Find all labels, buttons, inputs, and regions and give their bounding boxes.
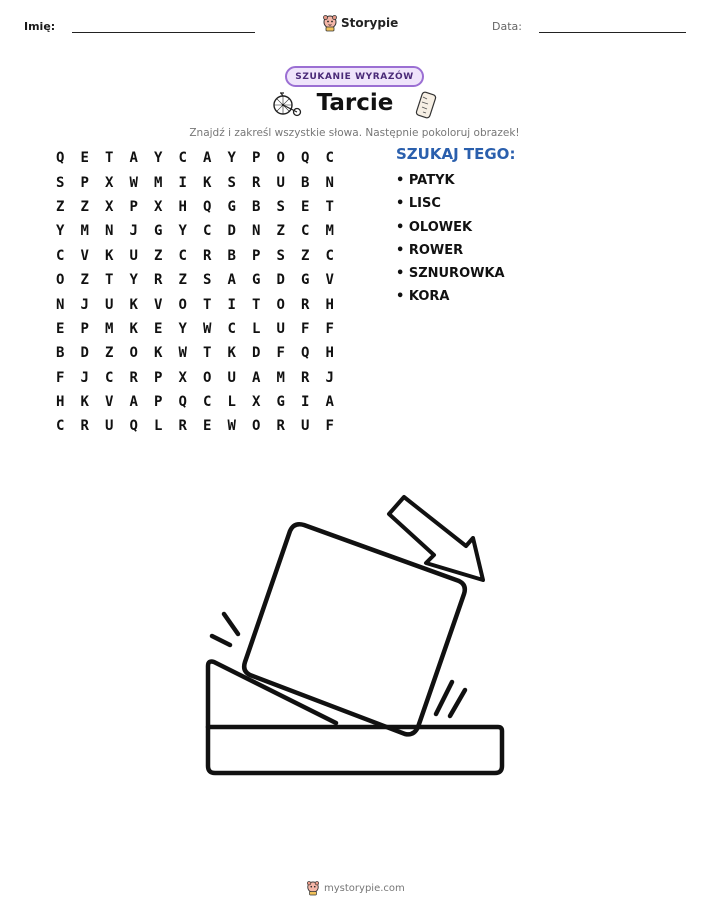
grid-letter[interactable]: W (203, 320, 212, 337)
grid-letter[interactable]: T (203, 296, 212, 313)
grid-letter[interactable]: Q (301, 150, 310, 167)
grid-letter[interactable]: N (325, 174, 334, 191)
word-list-title: SZUKAJ TEGO: (396, 145, 516, 163)
grid-letter[interactable]: O (129, 345, 138, 362)
grid-letter[interactable]: H (325, 296, 334, 313)
grid-letter[interactable]: B (227, 247, 236, 264)
grid-letter[interactable]: L (227, 394, 236, 411)
instructions: Znajdź i zakreśl wszystkie słowa. Następnie pokoloruj obrazek! (189, 127, 520, 139)
grid-letter[interactable]: K (129, 296, 138, 313)
grid-letter[interactable]: P (252, 247, 261, 264)
grid-letter[interactable]: O (203, 369, 212, 386)
grid-letter[interactable]: P (154, 394, 163, 411)
grid-letter[interactable]: W (178, 345, 187, 362)
grid-letter[interactable]: Q (203, 198, 212, 215)
grid-letter[interactable]: P (154, 369, 163, 386)
grid-letter[interactable]: Z (80, 198, 89, 215)
wood-log-icon (414, 90, 438, 120)
grid-letter[interactable]: O (252, 418, 261, 435)
grid-letter[interactable]: N (252, 223, 261, 240)
grid-letter[interactable]: T (325, 198, 334, 215)
grid-letter[interactable]: Q (129, 418, 138, 435)
grid-letter[interactable]: U (105, 418, 114, 435)
grid-letter[interactable]: M (105, 320, 114, 337)
grid-letter[interactable]: Y (227, 150, 236, 167)
grid-letter[interactable]: Y (178, 223, 187, 240)
grid-letter[interactable]: V (80, 247, 89, 264)
grid-letter[interactable]: G (227, 198, 236, 215)
grid-letter[interactable]: A (129, 150, 138, 167)
brand-name: Storypie (341, 16, 399, 30)
word-item: • ROWER (396, 242, 464, 258)
footer (306, 879, 405, 897)
grid-letter[interactable]: V (154, 296, 163, 313)
grid-letter[interactable]: Y (154, 150, 163, 167)
grid-letter[interactable]: U (301, 418, 310, 435)
grid-letter[interactable]: G (276, 394, 285, 411)
grid-letter[interactable]: C (227, 320, 236, 337)
footer-url[interactable]: mystorypie.com (324, 882, 405, 894)
bicycle-icon (272, 92, 302, 118)
grid-letter[interactable]: V (105, 394, 114, 411)
grid-letter[interactable]: S (276, 198, 285, 215)
grid-letter[interactable]: K (129, 320, 138, 337)
grid-letter[interactable]: Q (56, 150, 65, 167)
grid-letter[interactable]: N (56, 296, 65, 313)
grid-letter[interactable]: C (203, 223, 212, 240)
grid-letter[interactable]: J (80, 296, 89, 313)
grid-letter[interactable]: M (154, 174, 163, 191)
grid-letter[interactable]: C (301, 223, 310, 240)
grid-letter[interactable]: I (178, 174, 187, 191)
word-list (396, 171, 505, 311)
grid-letter[interactable]: S (276, 247, 285, 264)
grid-letter[interactable]: F (325, 418, 334, 435)
grid-letter[interactable]: A (325, 394, 334, 411)
grid-letter[interactable]: R (154, 272, 163, 289)
grid-letter[interactable]: H (325, 345, 334, 362)
grid-letter[interactable]: T (105, 150, 114, 167)
grid-letter[interactable]: C (178, 150, 187, 167)
grid-letter[interactable]: Z (105, 345, 114, 362)
grid-letter[interactable]: U (105, 296, 114, 313)
grid-letter[interactable]: Z (276, 223, 285, 240)
grid-letter[interactable]: C (56, 247, 65, 264)
grid-letter[interactable]: U (276, 174, 285, 191)
grid-letter[interactable]: Y (129, 272, 138, 289)
grid-letter[interactable]: S (56, 174, 65, 191)
grid-letter[interactable]: E (301, 198, 310, 215)
word-item: • PATYK (396, 173, 455, 188)
grid-letter[interactable]: Z (178, 272, 187, 289)
word-search-grid[interactable] (48, 146, 372, 439)
grid-letter[interactable]: X (105, 198, 114, 215)
grid-letter[interactable]: D (252, 345, 261, 362)
grid-letter[interactable]: I (301, 394, 310, 411)
grid-letter[interactable]: Y (56, 223, 65, 240)
grid-letter[interactable]: K (80, 394, 89, 411)
grid-letter[interactable]: T (105, 272, 114, 289)
name-line[interactable] (72, 32, 255, 33)
grid-letter[interactable]: O (178, 296, 187, 313)
grid-letter[interactable]: X (105, 174, 114, 191)
grid-letter[interactable]: A (203, 150, 212, 167)
grid-letter[interactable]: E (203, 418, 212, 435)
grid-letter[interactable]: T (203, 345, 212, 362)
grid-letter[interactable]: C (325, 150, 334, 167)
grid-letter[interactable]: F (325, 320, 334, 337)
grid-letter[interactable]: E (154, 320, 163, 337)
grid-letter[interactable]: H (56, 394, 65, 411)
grid-letter[interactable]: Q (178, 394, 187, 411)
grid-letter[interactable]: R (129, 369, 138, 386)
grid-letter[interactable]: E (56, 320, 65, 337)
grid-letter[interactable]: J (325, 369, 334, 386)
word-item: • OLOWEK (396, 219, 473, 235)
grid-letter[interactable]: P (80, 320, 89, 337)
grid-letter[interactable]: P (80, 174, 89, 191)
grid-letter[interactable]: K (154, 345, 163, 362)
grid-letter[interactable]: X (252, 394, 261, 411)
block-sliding-down-ramp-illustration[interactable] (200, 490, 510, 780)
grid-letter[interactable]: R (301, 296, 310, 313)
name-label: Imię: (24, 20, 56, 33)
grid-letter[interactable]: O (276, 150, 285, 167)
grid-letter[interactable]: Z (154, 247, 163, 264)
date-line[interactable] (539, 32, 686, 33)
grid-letter[interactable]: D (227, 223, 236, 240)
grid-letter[interactable]: K (203, 174, 212, 191)
grid-letter[interactable]: N (105, 223, 114, 240)
grid-letter[interactable]: E (80, 150, 89, 167)
grid-letter[interactable]: C (325, 247, 334, 264)
brand-logo (322, 12, 398, 34)
grid-letter[interactable]: P (129, 198, 138, 215)
grid-letter[interactable]: A (227, 272, 236, 289)
grid-letter[interactable]: Z (301, 247, 310, 264)
storypie-mascot-icon (322, 14, 338, 32)
grid-letter[interactable]: G (154, 223, 163, 240)
page-title: Tarcie (316, 90, 394, 116)
grid-letter[interactable]: U (227, 369, 236, 386)
grid-letter[interactable]: J (129, 223, 138, 240)
grid-letter[interactable]: C (203, 394, 212, 411)
grid-letter[interactable]: O (56, 272, 65, 289)
grid-letter[interactable]: A (129, 394, 138, 411)
word-item: • KORA (396, 289, 450, 305)
grid-letter[interactable]: U (276, 320, 285, 337)
grid-letter[interactable]: X (178, 369, 187, 386)
grid-letter[interactable]: R (301, 369, 310, 386)
grid-letter[interactable]: V (325, 272, 334, 289)
grid-letter[interactable]: K (105, 247, 114, 264)
word-item: • LISC (396, 196, 441, 212)
grid-letter[interactable]: Z (56, 198, 65, 215)
grid-letter[interactable]: T (252, 296, 261, 313)
grid-letter[interactable]: Z (80, 272, 89, 289)
grid-letter[interactable]: U (129, 247, 138, 264)
activity-badge: SZUKANIE WYRAZÓW (285, 66, 424, 87)
grid-letter[interactable]: C (178, 247, 187, 264)
grid-letter[interactable]: Y (178, 320, 187, 337)
grid-letter[interactable]: R (80, 418, 89, 435)
grid-letter[interactable]: C (105, 369, 114, 386)
grid-letter[interactable]: Q (301, 345, 310, 362)
grid-letter[interactable]: C (56, 418, 65, 435)
grid-letter[interactable]: M (80, 223, 89, 240)
grid-letter[interactable]: S (203, 272, 212, 289)
grid-letter[interactable]: O (276, 296, 285, 313)
date-label: Data: (492, 20, 522, 33)
grid-letter[interactable]: K (227, 345, 236, 362)
grid-letter[interactable]: S (227, 174, 236, 191)
grid-letter[interactable]: L (154, 418, 163, 435)
grid-letter[interactable]: B (301, 174, 310, 191)
grid-letter[interactable]: R (276, 418, 285, 435)
grid-letter[interactable]: P (252, 150, 261, 167)
grid-letter[interactable]: W (129, 174, 138, 191)
grid-letter[interactable]: W (227, 418, 236, 435)
grid-letter[interactable]: G (252, 272, 261, 289)
grid-letter[interactable]: B (56, 345, 65, 362)
grid-letter[interactable]: F (301, 320, 310, 337)
grid-letter[interactable]: B (252, 198, 261, 215)
grid-letter[interactable]: R (203, 247, 212, 264)
grid-letter[interactable]: F (56, 369, 65, 386)
grid-letter[interactable]: F (276, 345, 285, 362)
grid-letter[interactable]: X (154, 198, 163, 215)
grid-letter[interactable]: J (80, 369, 89, 386)
grid-letter[interactable]: M (325, 223, 334, 240)
grid-letter[interactable]: I (227, 296, 236, 313)
grid-letter[interactable]: H (178, 198, 187, 215)
grid-letter[interactable]: R (178, 418, 187, 435)
grid-letter[interactable]: D (276, 272, 285, 289)
grid-letter[interactable]: M (276, 369, 285, 386)
grid-letter[interactable]: A (252, 369, 261, 386)
grid-letter[interactable]: R (252, 174, 261, 191)
grid-letter[interactable]: D (80, 345, 89, 362)
word-item: • SZNUROWKA (396, 266, 505, 282)
grid-letter[interactable]: G (301, 272, 310, 289)
grid-letter[interactable]: L (252, 320, 261, 337)
storypie-mascot-icon (306, 880, 320, 896)
